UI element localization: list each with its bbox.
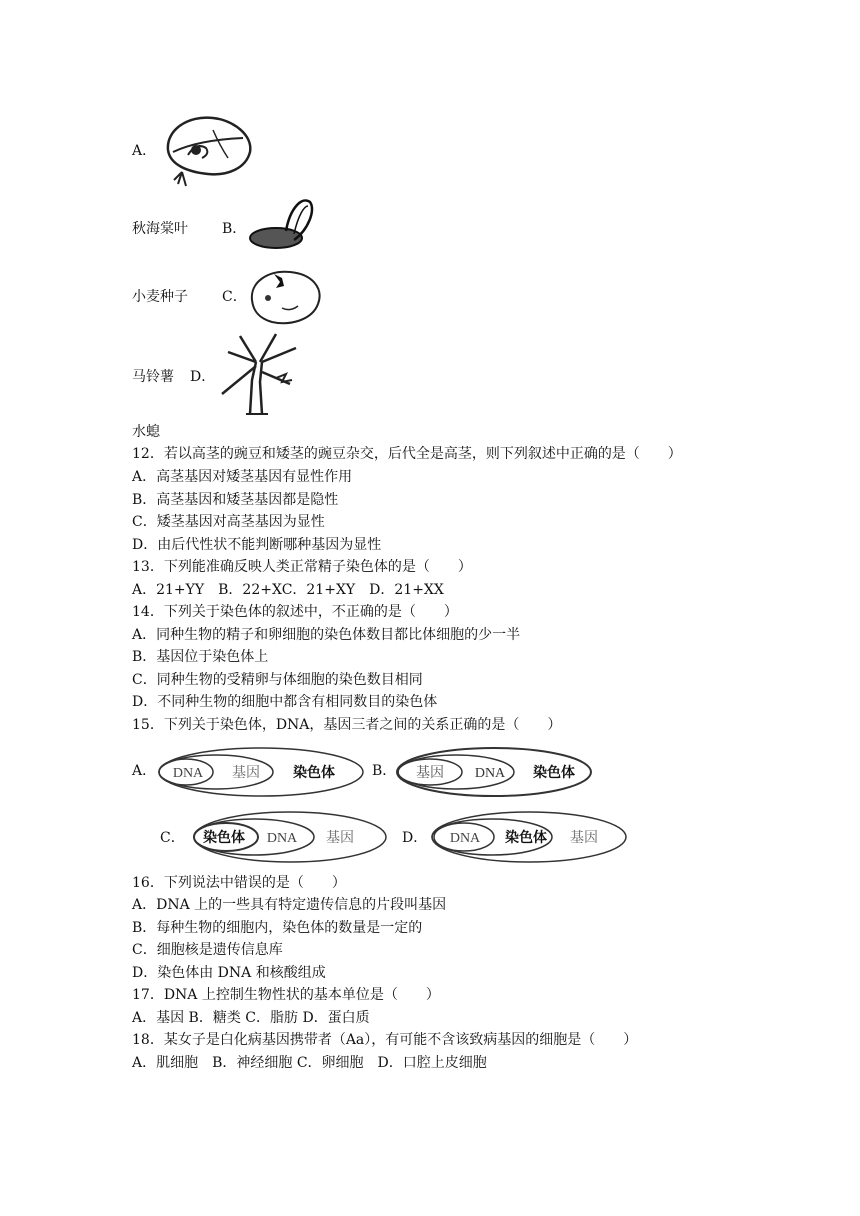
q16-option-a: A．DNA 上的一些具有特定遗传信息的片段叫基因 xyxy=(132,897,447,913)
q18-stem: 18．某女子是白化病基因携带者（Aa），有可能不含该致病基因的细胞是（ ） xyxy=(132,1032,638,1048)
q15-diagram-c xyxy=(190,810,390,864)
option-c-label: 马铃薯 xyxy=(132,369,174,385)
q14-option-c: C．同种生物的受精卵与体细胞的染色数目相同 xyxy=(132,672,423,688)
begonia-leaf-image xyxy=(158,110,258,190)
q15-option-c-letter: C． xyxy=(160,830,185,846)
q12-option-c: C．矮茎基因对高茎基因为显性 xyxy=(132,514,325,530)
option-d-letter: D． xyxy=(190,369,216,385)
q14-option-a: A．同种生物的精子和卵细胞的染色体数目都比体细胞的少一半 xyxy=(132,627,521,643)
q15-a-label-2: 基因 xyxy=(232,766,260,781)
q15-b-label-3: 染色体 xyxy=(533,766,575,781)
q15-c-label-1: 染色体 xyxy=(203,831,245,846)
q15-diagram-d xyxy=(428,810,630,864)
hydra-image xyxy=(216,332,300,418)
q14-option-d: D．不同种生物的细胞中都含有相同数目的染色体 xyxy=(132,694,438,710)
q16-option-d: D．染色体由 DNA 和核酸组成 xyxy=(132,965,326,981)
option-c-letter: C． xyxy=(222,289,247,305)
q16-stem: 16．下列说法中错误的是（ ） xyxy=(132,875,346,891)
q15-d-label-1: DNA xyxy=(449,831,481,846)
q15-c-label-3: 基因 xyxy=(326,831,354,846)
q16-option-c: C．细胞核是遗传信息库 xyxy=(132,942,283,958)
option-b-label: 小麦种子 xyxy=(132,289,188,305)
q16-option-b: B．每种生物的细胞内，染色体的数量是一定的 xyxy=(132,920,423,936)
q15-option-d-letter: D． xyxy=(402,830,428,846)
q15-c-label-2: DNA xyxy=(266,831,298,846)
q15-a-label-3: 染色体 xyxy=(293,766,335,781)
q12-option-d: D．由后代性状不能判断哪种基因为显性 xyxy=(132,537,382,553)
q17-options: A．基因 B．糖类 C．脂肪 D．蛋白质 xyxy=(132,1010,370,1026)
option-d-label: 水螅 xyxy=(132,424,160,440)
q13-stem: 13．下列能准确反映人类正常精子染色体的是（ ） xyxy=(132,559,472,575)
q14-stem: 14．下列关于染色体的叙述中，不正确的是（ ） xyxy=(132,604,458,620)
option-b-letter: B． xyxy=(222,221,247,237)
q15-option-b-letter: B． xyxy=(372,763,397,779)
option-a-letter: A． xyxy=(132,143,157,159)
q15-diagram-a xyxy=(156,746,366,798)
wheat-seed-image xyxy=(246,196,316,256)
q15-d-label-2: 染色体 xyxy=(505,831,547,846)
potato-image xyxy=(246,264,326,328)
option-a-label: 秋海棠叶 xyxy=(132,221,188,237)
q12-option-b: B．高茎基因和矮茎基因都是隐性 xyxy=(132,492,339,508)
q15-b-label-1: 基因 xyxy=(416,766,444,781)
q15-stem: 15．下列关于染色体，DNA，基因三者之间的关系正确的是（ ） xyxy=(132,717,562,733)
q18-options: A．肌细胞 B．神经细胞 C．卵细胞 D．口腔上皮细胞 xyxy=(132,1055,487,1071)
q15-d-label-3: 基因 xyxy=(570,831,598,846)
q15-a-label-1: DNA xyxy=(172,766,204,781)
q17-stem: 17．DNA 上控制生物性状的基本单位是（ ） xyxy=(132,987,440,1003)
q14-option-b: B．基因位于染色体上 xyxy=(132,649,269,665)
q13-options: A．21+YY B．22+XC．21+XY D．21+XX xyxy=(132,582,444,598)
q15-diagram-b xyxy=(394,746,594,798)
q15-option-a-letter: A． xyxy=(132,763,157,779)
q12-stem: 12．若以高茎的豌豆和矮茎的豌豆杂交，后代全是高茎，则下列叙述中正确的是（ ） xyxy=(132,446,682,462)
q12-option-a: A．高茎基因对矮茎基因有显性作用 xyxy=(132,469,353,485)
q15-b-label-2: DNA xyxy=(474,766,506,781)
